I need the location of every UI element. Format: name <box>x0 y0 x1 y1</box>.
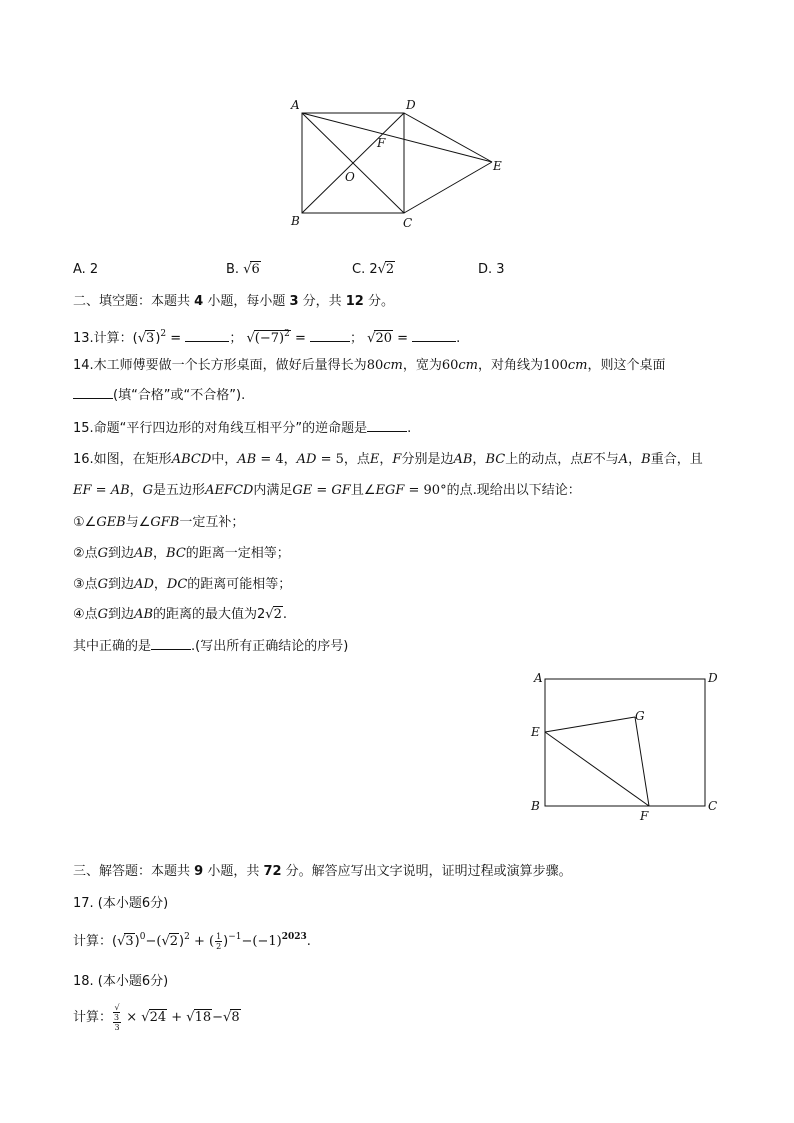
label-b: B <box>531 799 540 813</box>
label-b: B <box>291 214 300 228</box>
section3-heading: 三、解答题：本题共 9 小题，共 72 分。解答应写出文字说明，证明过程或演算步骤。 <box>73 864 572 879</box>
segment-gf <box>635 717 649 806</box>
label-e: E <box>531 725 540 739</box>
section2-heading: 二、填空题：本题共 4 小题，每小题 3 分，共 12 分。 <box>73 294 394 309</box>
label-g: G <box>635 709 645 723</box>
label-o: O <box>345 170 355 184</box>
question-17-expression: 计算：$(√3)^0-(√2)^2$ + ( $\frac{1}{2}$ )$^{-1}-(-1)^{2023}$. <box>73 932 311 951</box>
figure-rectangle-diagram <box>525 665 725 825</box>
option-b: B. √6 <box>226 262 260 277</box>
conclusion-1: ①∠GEB与∠GFB一定互补； <box>73 515 245 530</box>
answer-blank[interactable] <box>73 386 113 399</box>
segment-ce <box>404 162 492 213</box>
question-16: 16.如图，在矩形ABCD中，AB = 4，AD = 5，点E，F分别是边AB，BC上的动点，点E不与A，B重合，且 <box>73 452 703 467</box>
question-16-line2: EF = AB，G是五边形AEFCD内满足GE = GF且∠EGF = 90°的点.现给出以下结论： <box>73 483 581 498</box>
option-c: C. 2√2 <box>352 262 395 277</box>
question-14: 14.木工师傅要做一个长方形桌面，做好后量得长为80cm，宽为60cm，对角线为100cm，则这个桌面 <box>73 358 666 373</box>
label-d: D <box>406 98 416 112</box>
label-d: D <box>708 671 718 685</box>
answer-blank[interactable] <box>412 329 456 342</box>
conclusion-3: ③点G到边AD，DC的距离可能相等； <box>73 577 292 592</box>
option-a: A. 2 <box>73 262 99 277</box>
question-16-tail: 其中正确的是 .(写出所有正确结论的序号) <box>73 639 349 654</box>
conclusion-4: ④点G到边AB的距离的最大值为2√2. <box>73 607 288 622</box>
question-18-expression: 计算： √ 3 3 × √24 + √18−√8 <box>73 1003 240 1032</box>
segment-eg <box>545 717 635 732</box>
question-13: 13.计算：$(√3)^2$ = ； $√(-7)^2$ = ； √20 = . <box>73 329 461 346</box>
figure-square-diagram <box>280 95 510 235</box>
label-f: F <box>640 809 649 823</box>
question-14-line2: (填“合格”或“不合格”). <box>73 386 245 405</box>
label-c: C <box>403 216 413 230</box>
answer-blank[interactable] <box>151 637 191 650</box>
label-a: A <box>291 98 300 112</box>
rectangle-abcd <box>545 679 705 806</box>
answer-blank[interactable] <box>310 329 350 342</box>
label-e: E <box>493 159 502 173</box>
question-17-title: 17. (本小题6分) <box>73 896 169 911</box>
question-18-title: 18. (本小题6分) <box>73 974 169 989</box>
label-c: C <box>708 799 718 813</box>
segment-de <box>404 113 492 162</box>
conclusion-2: ②点G到边AB，BC的距离一定相等； <box>73 546 290 561</box>
answer-blank[interactable] <box>367 419 407 432</box>
answer-blank[interactable] <box>185 329 229 342</box>
label-f: F <box>377 136 386 150</box>
option-d: D. 3 <box>478 262 505 277</box>
segment-ef <box>545 732 649 806</box>
question-15: 15.命题“平行四边形的对角线互相平分”的逆命题是 . <box>73 421 412 436</box>
label-a: A <box>534 671 543 685</box>
